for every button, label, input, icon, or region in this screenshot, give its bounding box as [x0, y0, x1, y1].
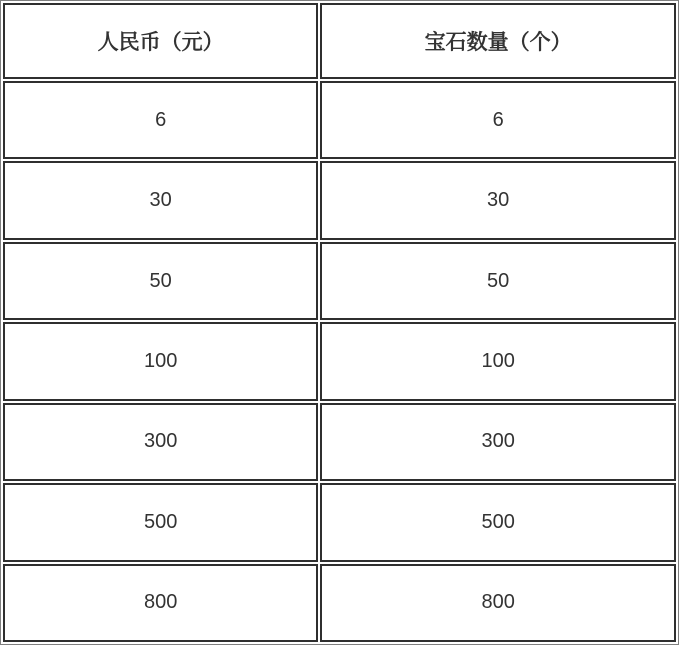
cell-rmb-amount: 6: [3, 81, 318, 159]
cell-rmb-amount: 100: [3, 322, 318, 400]
column-header-rmb: 人民币（元）: [3, 3, 318, 79]
cell-rmb-amount: 500: [3, 483, 318, 561]
cell-gem-count: 6: [320, 81, 676, 159]
table-row: [3, 161, 676, 239]
table-row: [3, 564, 676, 642]
table-row: [3, 81, 676, 159]
table-row: [3, 242, 676, 320]
table-row: [3, 403, 676, 481]
cell-gem-count: 500: [320, 483, 676, 561]
table-row: [3, 322, 676, 400]
cell-rmb-amount: 300: [3, 403, 318, 481]
table-body: [3, 81, 676, 642]
cell-rmb-amount: 30: [3, 161, 318, 239]
column-header-gem-count: 宝石数量（个）: [320, 3, 676, 79]
cell-rmb-amount: 50: [3, 242, 318, 320]
table-row: [3, 483, 676, 561]
cell-gem-count: 300: [320, 403, 676, 481]
cell-gem-count: 50: [320, 242, 676, 320]
cell-gem-count: 100: [320, 322, 676, 400]
table-header-row: [3, 3, 676, 79]
cell-rmb-amount: 800: [3, 564, 318, 642]
cell-gem-count: 30: [320, 161, 676, 239]
cell-gem-count: 800: [320, 564, 676, 642]
